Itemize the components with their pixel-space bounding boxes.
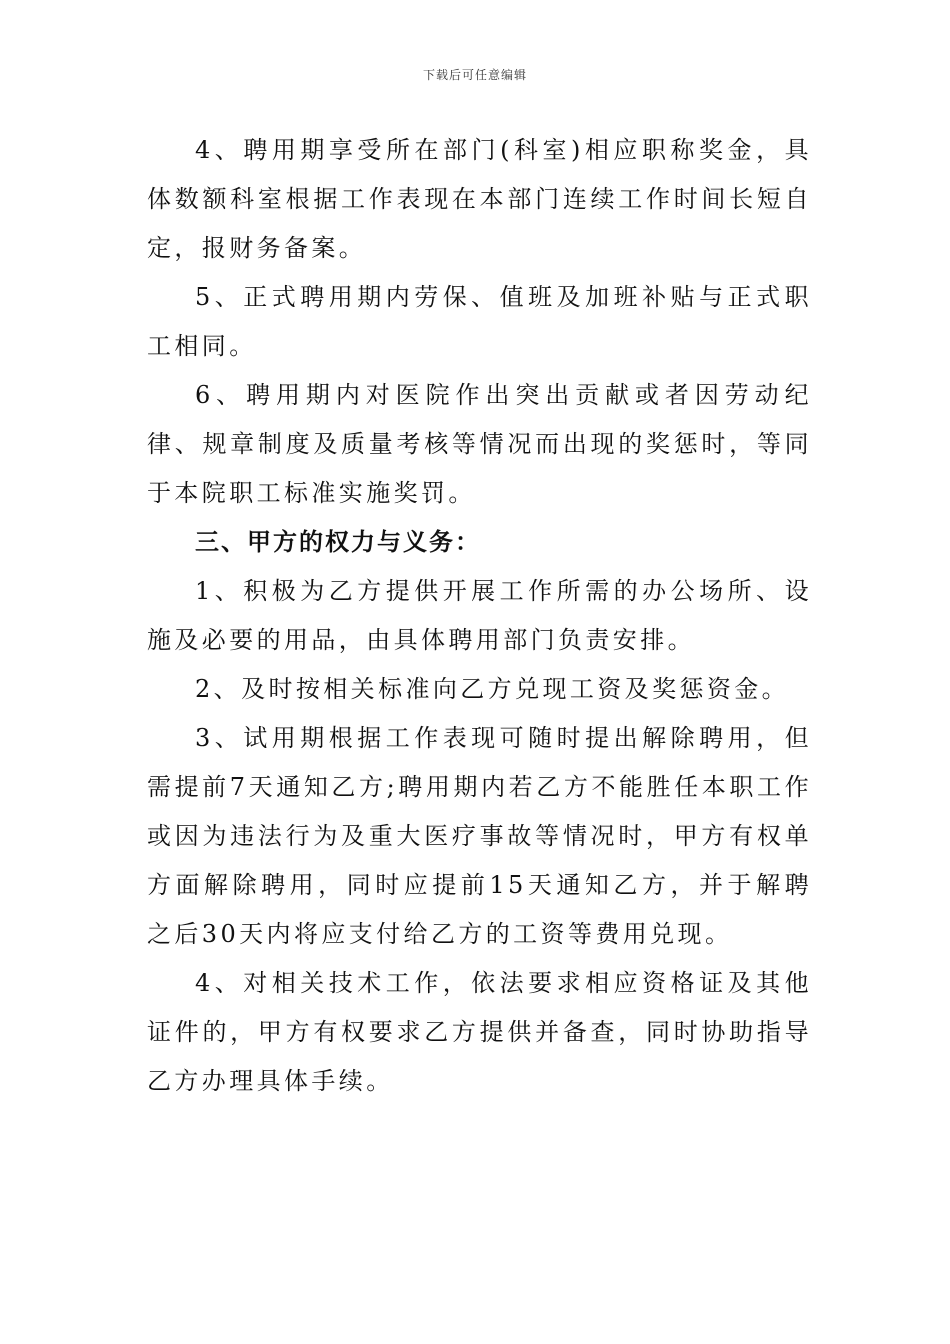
paragraph-office-facilities: 1、积极为乙方提供开展工作所需的办公场所、设施及必要的用品，由具体聘用部门负责安排。 [147,577,812,654]
header-note: 下载后可任意编辑 [422,68,527,82]
paragraph-bonus: 4、聘用期享受所在部门(科室)相应职称奖金，具体数额科室根据工作表现在本部门连续工作时间长短自定，报财务备案。 [147,136,812,262]
document-body [147,126,812,1106]
paragraph-rewards-penalties: 6、聘用期内对医院作出突出贡献或者因劳动纪律、规章制度及质量考核等情况而出现的奖惩时，等同于本院职工标准实施奖罚。 [147,381,812,507]
paragraph-certificates: 4、对相关技术工作，依法要求相应资格证及其他证件的，甲方有权要求乙方提供并备查，同时协助指导乙方办理具体手续。 [147,969,812,1095]
paragraph-wages: 2、及时按相关标准向乙方兑现工资及奖惩资金。 [195,675,790,703]
section-heading-party-a-rights: 三、甲方的权力与义务： [195,528,481,556]
paragraph-termination: 3、试用期根据工作表现可随时提出解除聘用，但需提前7天通知乙方;聘用期内若乙方不能胜任本职工作或因为违法行为及重大医疗事故等情况时，甲方有权单方面解除聘用，同时应提前15天通知乙方，并于解聘之后30天内将应支付给乙方的工资等费用兑现。 [147,724,812,948]
paragraph-allowance: 5、正式聘用期内劳保、值班及加班补贴与正式职工相同。 [147,283,812,360]
